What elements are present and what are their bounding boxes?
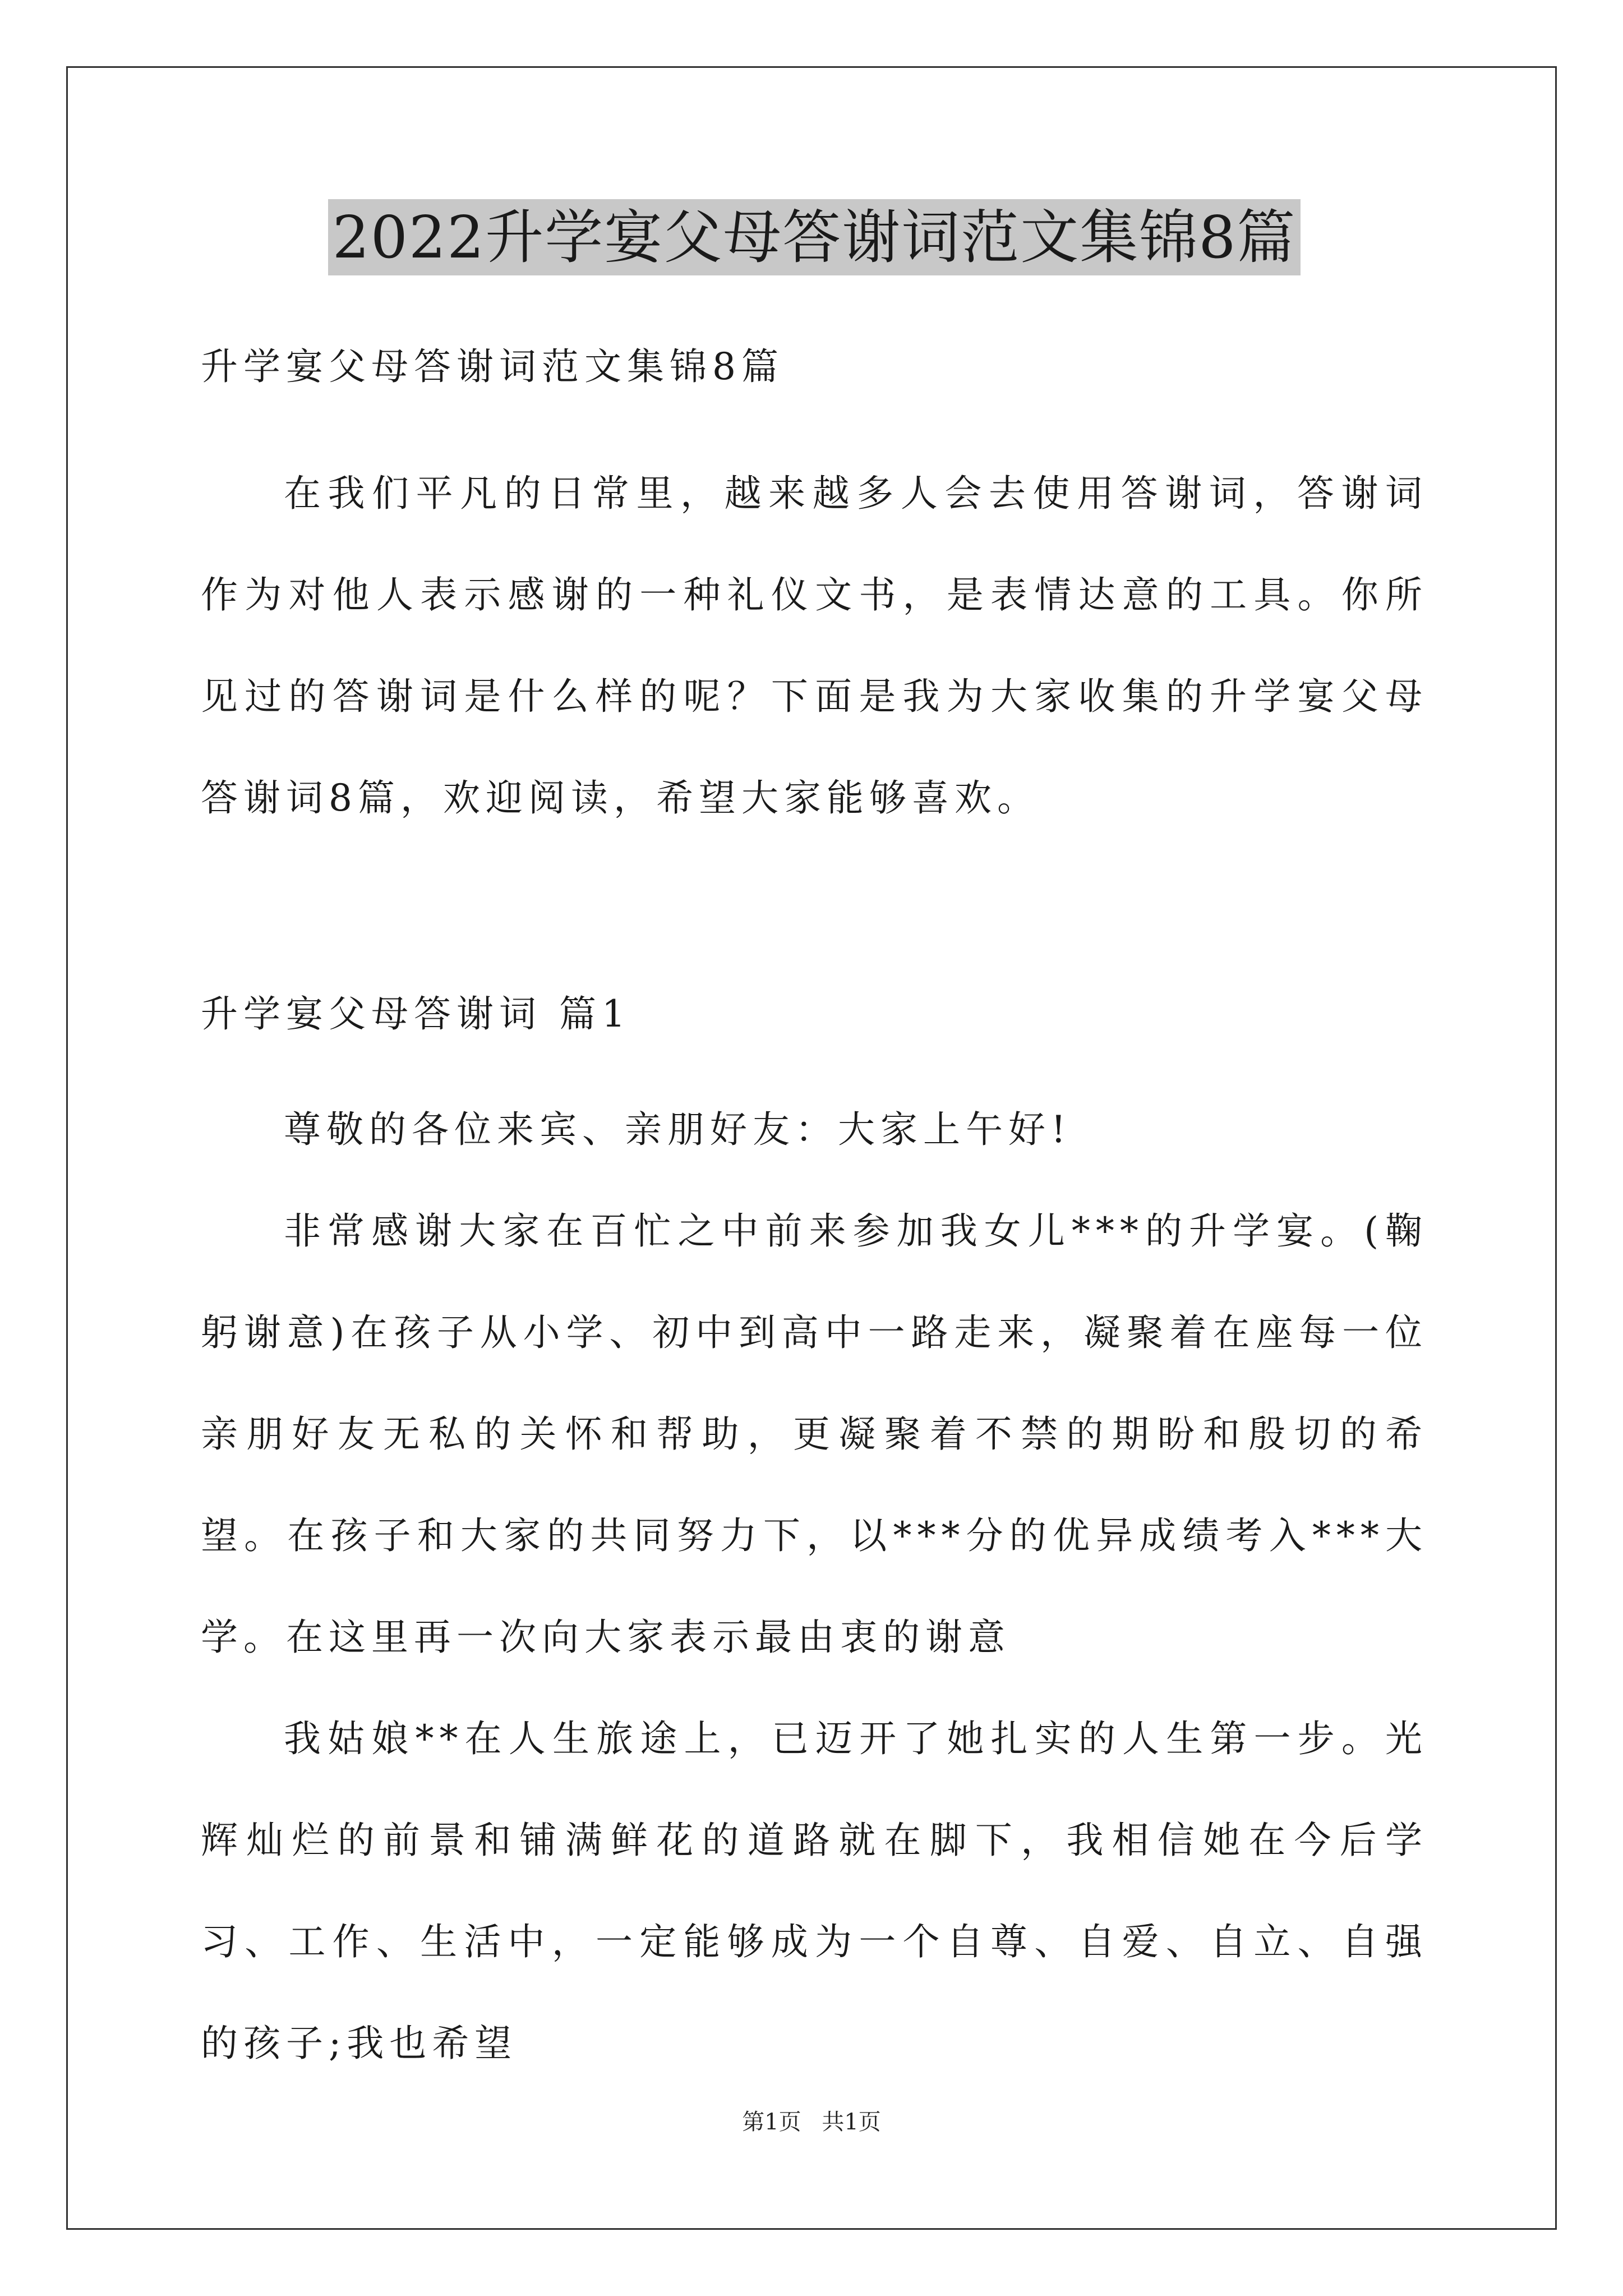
section1-paragraph-2: 非常感谢大家在百忙之中前来参加我女儿***的升学宴。(鞠躬谢意)在孩子从小学、初中到高中一路走来，凝聚着在座每一位亲朋好友无私的关怀和帮助，更凝聚着不禁的期盼和殷切的希望。在孩子和大家的共同努力下，以***分的优异成绩考入***大学。在这里再一次向大家表示最由衷的谢意 [201,1209,1428,1659]
intro-paragraph: 在我们平凡的日常里，越来越多人会去使用答谢词，答谢词作为对他人表示感谢的一种礼仪文书，是表情达意的工具。你所见过的答谢词是什么样的呢？下面是我为大家收集的升学宴父母答谢词8篇，欢迎阅读，希望大家能够喜欢。 [201,472,1428,820]
document-title: 2022升学宴父母答谢词范文集锦8篇 [328,199,1301,275]
section1-paragraph-1: 尊敬的各位来宾、亲朋好友：大家上午好! [284,1108,1072,1151]
section1-paragraph-3: 我姑娘**在人生旅途上，已迈开了她扎实的人生第一步。光辉灿烂的前景和铺满鲜花的道路就在脚下，我相信她在今后学习、工作、生活中，一定能够成为一个自尊、自爱、自立、自强的孩子;我也希望 [201,1717,1428,2065]
document-body [201,199,1428,2094]
document-subtitle: 升学宴父母答谢词范文集锦8篇 [201,345,784,388]
page-number: 第1页 [742,2109,801,2135]
title-container [201,199,1428,275]
section-heading-1: 升学宴父母答谢词 篇1 [201,992,631,1036]
page-footer [0,2106,1623,2138]
page-total: 共1页 [822,2109,881,2135]
